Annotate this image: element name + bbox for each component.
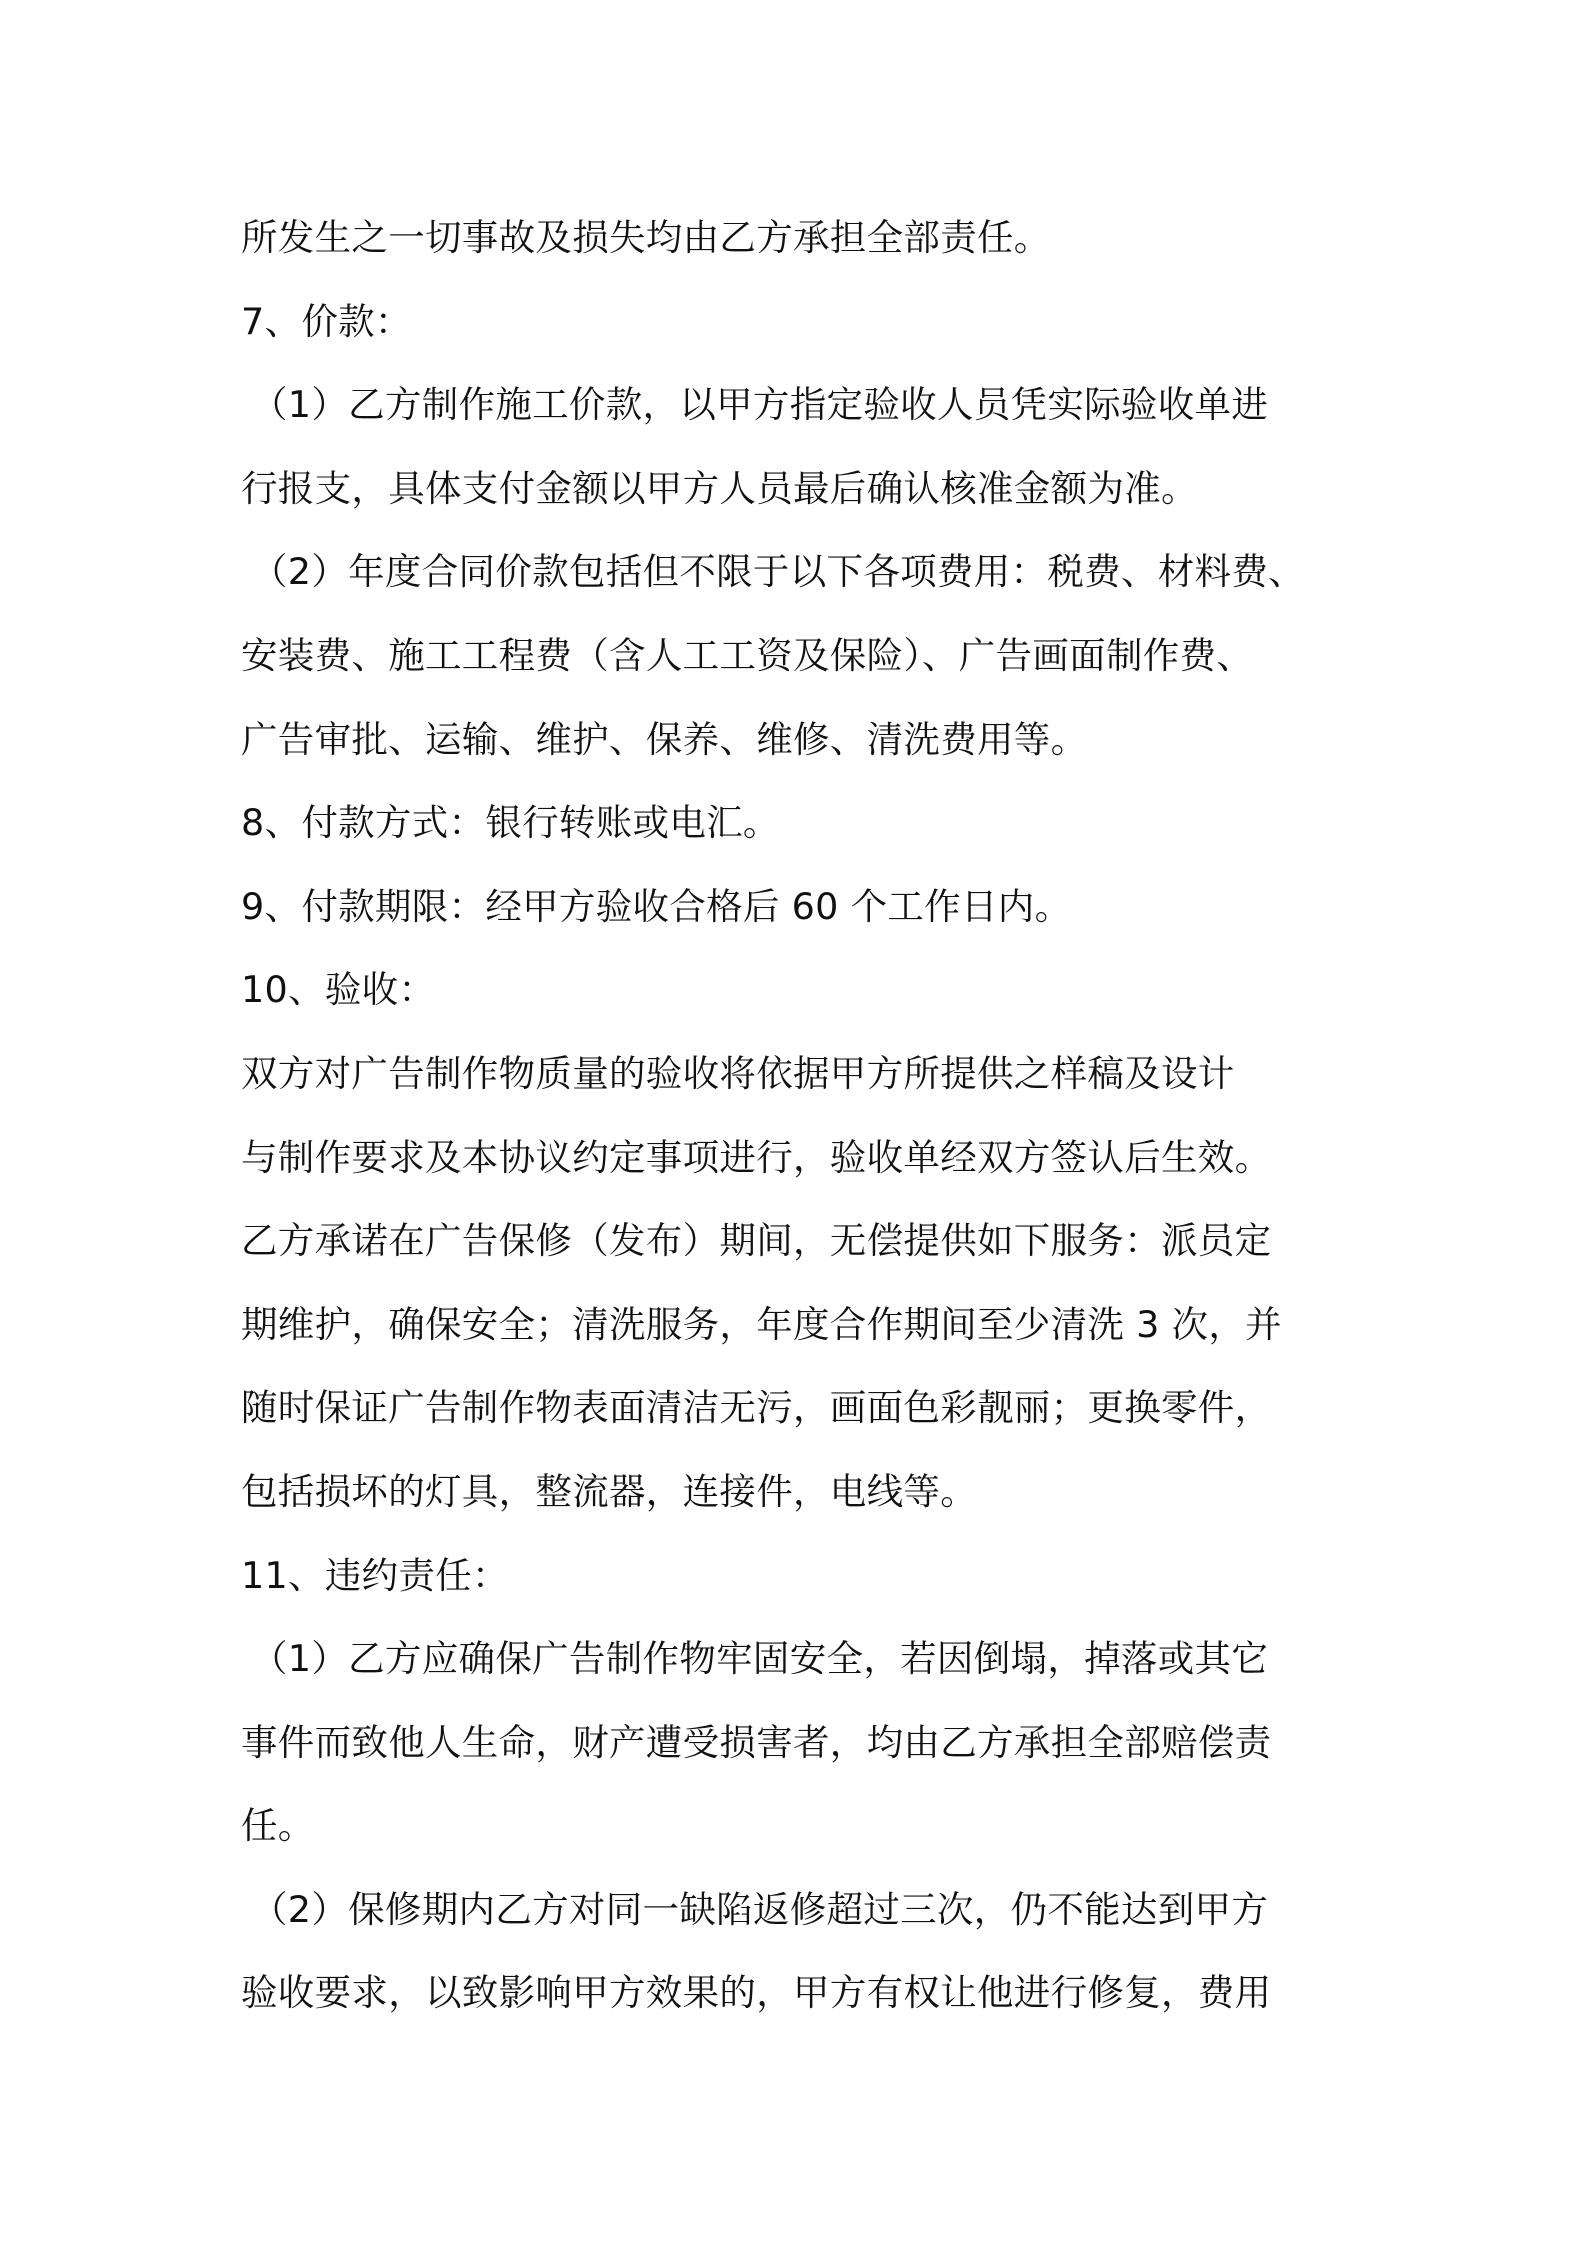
text-line: 广告审批、运输、维护、保养、维修、清洗费用等。 — [241, 717, 1088, 761]
text-line: 验收要求，以致影响甲方效果的，甲方有权让他进行修复，费用 — [241, 1971, 1272, 2015]
text-line: （1）乙方制作施工价款，以甲方指定验收人员凭实际验收单进 — [251, 383, 1269, 427]
contract-text — [241, 196, 1381, 2035]
text-line: （2）年度合同价款包括但不限于以下各项费用：税费、材料费、 — [251, 550, 1305, 594]
text-line: （1）乙方应确保广告制作物牢固安全，若因倒塌，掉落或其它 — [251, 1637, 1269, 1681]
section-heading-liability: 11、违约责任： — [241, 1553, 509, 1597]
text-line: 期维护，确保安全；清洗服务，年度合作期间至少清洗 3 次，并 — [241, 1302, 1282, 1346]
text-line: 事件而致他人生命，财产遭受损害者，均由乙方承担全部赔偿责 — [241, 1720, 1272, 1764]
text-line: 包括损坏的灯具，整流器，连接件，电线等。 — [241, 1469, 977, 1513]
section-heading-payment-term: 9、付款期限：经甲方验收合格后 60 个工作日内。 — [241, 884, 1072, 928]
text-line: 乙方承诺在广告保修（发布）期间，无偿提供如下服务：派员定 — [241, 1219, 1272, 1263]
text-line: 行报支，具体支付金额以甲方人员最后确认核准金额为准。 — [241, 466, 1198, 510]
section-heading-acceptance: 10、验收： — [241, 968, 436, 1012]
text-line: 双方对广告制作物质量的验收将依据甲方所提供之样稿及设计 — [241, 1051, 1235, 1095]
section-heading-price: 7、价款： — [241, 299, 412, 343]
text-line: （2）保修期内乙方对同一缺陷返修超过三次，仍不能达到甲方 — [251, 1887, 1269, 1931]
text-line: 所发生之一切事故及损失均由乙方承担全部责任。 — [241, 216, 1051, 259]
text-line: 任。 — [241, 1804, 315, 1848]
text-line: 与制作要求及本协议约定事项进行，验收单经双方签认后生效。 — [241, 1135, 1272, 1179]
section-heading-payment-method: 8、付款方式：银行转账或电汇。 — [241, 801, 780, 845]
text-line: 随时保证广告制作物表面清洁无污，画面色彩靓丽；更换零件， — [241, 1386, 1272, 1430]
text-line: 安装费、施工工程费（含人工工资及保险）、广告画面制作费、 — [241, 633, 1254, 677]
